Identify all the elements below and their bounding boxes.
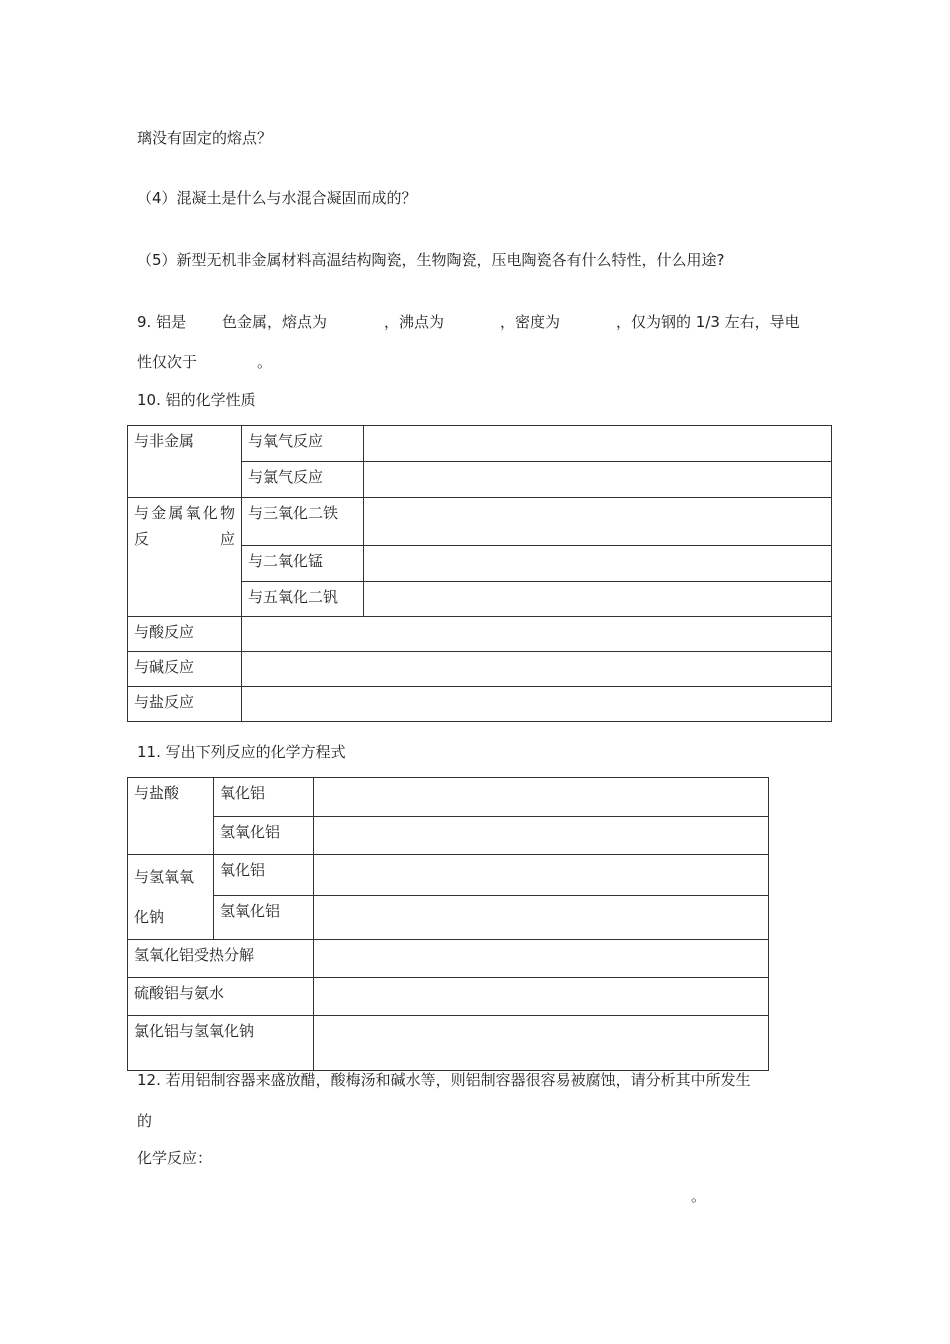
q10-salt-label: 与盐反应 [128,687,242,722]
q12-line-3: 化学反应： [137,1149,213,1167]
q11-table [127,777,769,1071]
text-line-1: 璃没有固定的熔点？ [137,129,273,147]
q11-aloh3-naoh-answer[interactable] [314,896,769,940]
q11-ammonia-label: 硫酸铝与氨水 [128,978,314,1016]
q10-acid-answer[interactable] [242,617,832,652]
q10-oxygen-answer[interactable] [364,426,832,462]
q11-aloh3-hcl-label: 氢氧化铝 [214,817,314,855]
q9-part-f: 性仅次于 [137,353,198,371]
q10-salt-answer[interactable] [242,687,832,722]
q9-part-a: 9. 铝是 [137,313,187,331]
q10-title: 10. 铝的化学性质 [137,391,256,409]
q9-part-d: ，密度为 [500,313,561,331]
q11-decomp-answer[interactable] [314,940,769,978]
text-line-2: （4）混凝土是什么与水混合凝固而成的？ [137,189,417,207]
q11-al2o3-hcl-answer[interactable] [314,778,769,817]
q9-part-e: ，仅为钢的 1/3 左右，导电 [616,313,800,331]
q12-line-2: 的 [137,1112,153,1130]
q11-hcl-label: 与盐酸 [128,778,214,855]
q10-fe2o3-answer[interactable] [364,498,832,546]
q11-decomp-label: 氢氧化铝受热分解 [128,940,314,978]
q10-oxide-label: 与金属氧化物反应 [128,498,242,617]
q11-al2o3-naoh-label: 氧化铝 [214,855,314,896]
q10-table [127,425,832,722]
q11-naoh-label-line1: 与氢氧氧 [134,868,195,886]
q9-part-g: 。 [257,353,273,371]
q11-al2o3-hcl-label: 氧化铝 [214,778,314,817]
q10-v2o5-answer[interactable] [364,582,832,617]
q10-acid-label: 与酸反应 [128,617,242,652]
q10-oxygen-label: 与氧气反应 [242,426,364,462]
q11-naoh-label [128,855,214,940]
q10-chlorine-answer[interactable] [364,462,832,498]
q9-part-b: 色金属，熔点为 [222,313,328,331]
q11-title: 11. 写出下列反应的化学方程式 [137,743,346,761]
q10-nonmetal-label: 与非金属 [128,426,242,498]
q12-end-mark: 。 [691,1187,707,1205]
q11-ammonia-answer[interactable] [314,978,769,1016]
q11-alcl3-label: 氯化铝与氢氧化钠 [128,1016,314,1071]
q10-base-label: 与碱反应 [128,652,242,687]
q11-naoh-label-line2: 化钠 [134,908,165,926]
q10-fe2o3-label: 与三氧化二铁 [242,498,364,546]
q10-mno2-answer[interactable] [364,546,832,582]
q11-alcl3-answer[interactable] [314,1016,769,1071]
q10-base-answer[interactable] [242,652,832,687]
q11-aloh3-hcl-answer[interactable] [314,817,769,855]
q11-aloh3-naoh-label: 氢氧化铝 [214,896,314,940]
q12-line-1: 12. 若用铝制容器来盛放醋，酸梅汤和碱水等，则铝制容器很容易被腐蚀，请分析其中所发生 [137,1071,751,1089]
q10-v2o5-label: 与五氧化二钒 [242,582,364,617]
q11-al2o3-naoh-answer[interactable] [314,855,769,896]
q9-part-c: ，沸点为 [384,313,445,331]
text-line-3: （5）新型无机非金属材料高温结构陶瓷，生物陶瓷，压电陶瓷各有什么特性，什么用途? [137,251,725,269]
q10-chlorine-label: 与氯气反应 [242,462,364,498]
q10-mno2-label: 与二氧化锰 [242,546,364,582]
